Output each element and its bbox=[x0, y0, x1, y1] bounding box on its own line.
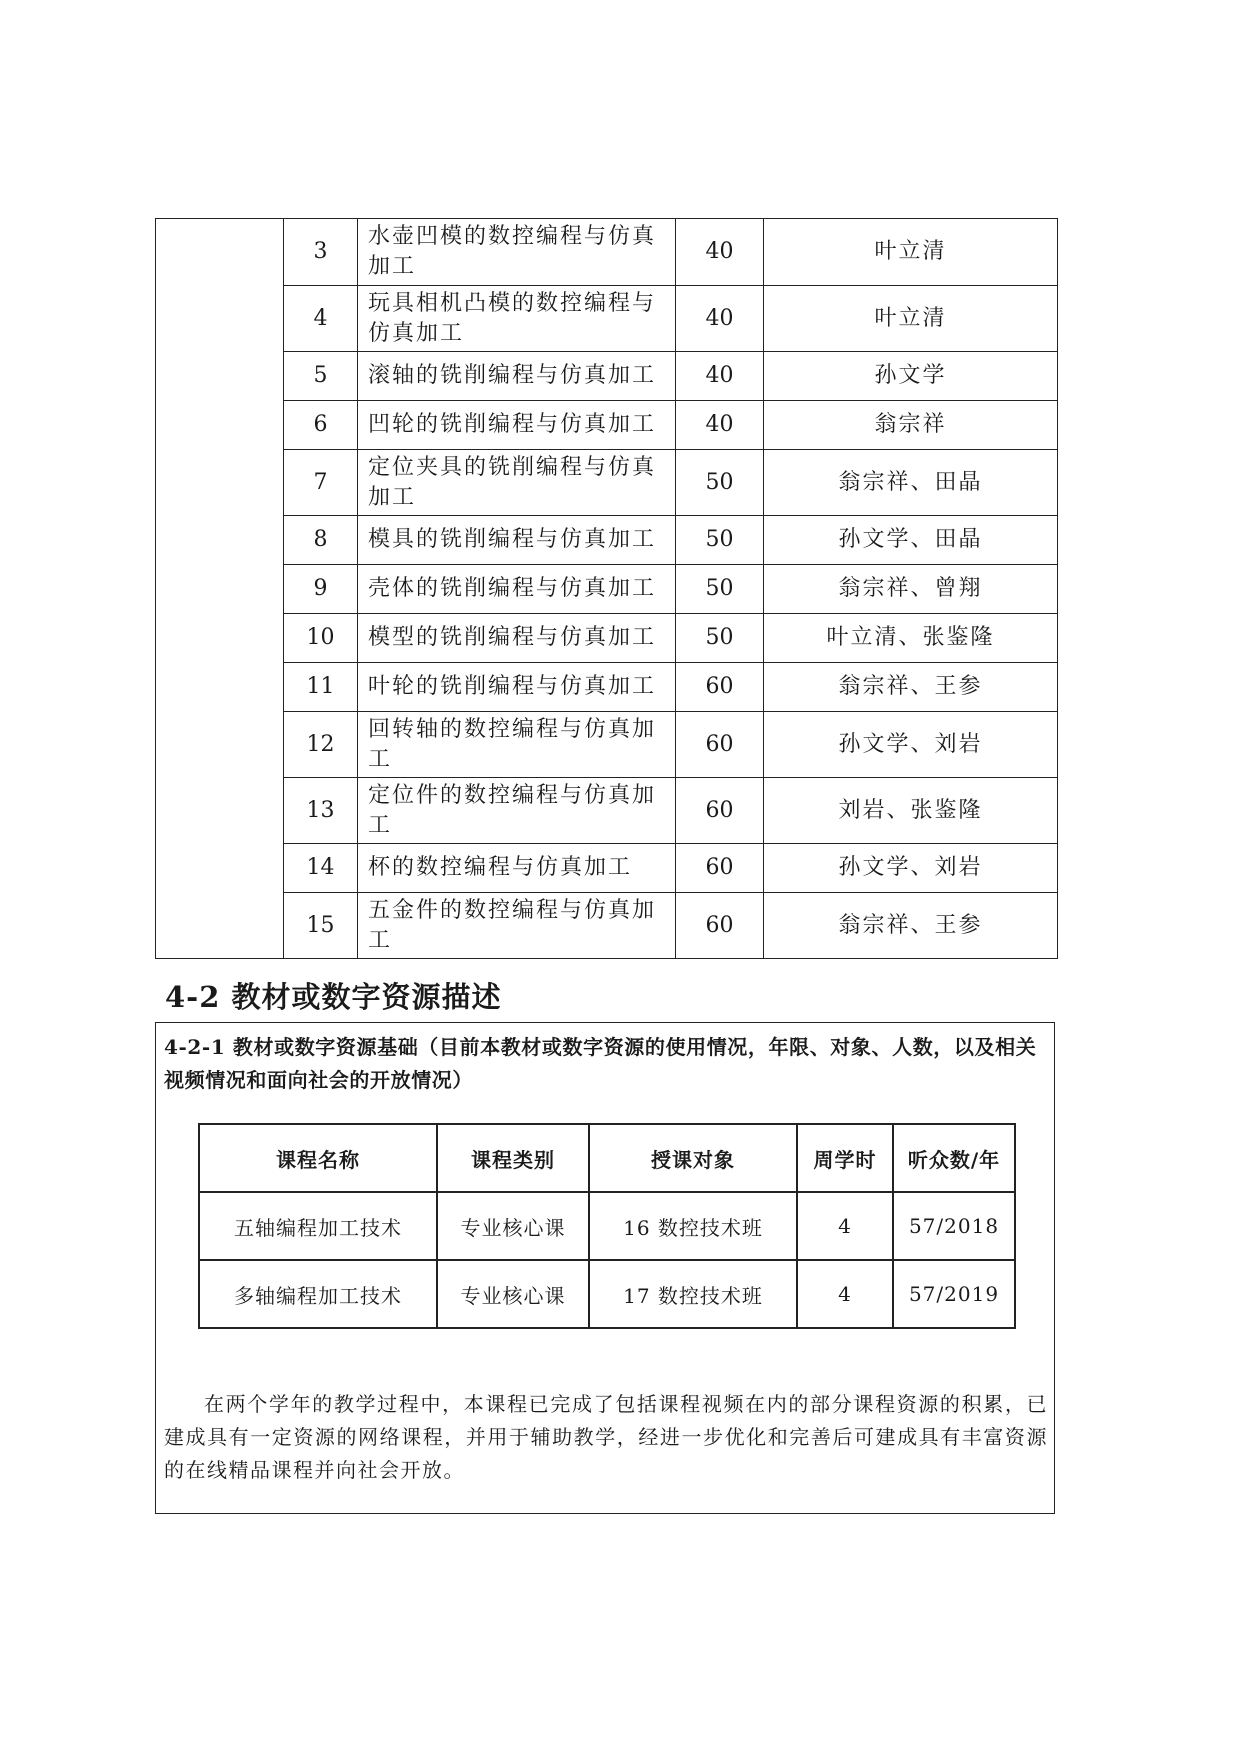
project-number: 8 bbox=[284, 516, 358, 565]
project-hours: 50 bbox=[676, 450, 764, 516]
project-teachers: 翁宗祥、曾翔 bbox=[764, 565, 1058, 614]
course-audience: 16 数控技术班 bbox=[589, 1192, 797, 1260]
course-listeners: 57/2019 bbox=[893, 1260, 1015, 1328]
header-audience: 授课对象 bbox=[589, 1124, 797, 1192]
project-name: 定位件的数控编程与仿真加工 bbox=[358, 778, 676, 844]
project-teachers: 孙文学、刘岩 bbox=[764, 712, 1058, 778]
project-name: 玩具相机凸模的数控编程与仿真加工 bbox=[358, 286, 676, 352]
course-weekly-hours: 4 bbox=[797, 1192, 893, 1260]
table-row bbox=[156, 516, 1058, 565]
project-name: 五金件的数控编程与仿真加工 bbox=[358, 893, 676, 959]
project-hours: 50 bbox=[676, 565, 764, 614]
table-row bbox=[156, 450, 1058, 516]
project-table bbox=[155, 218, 1058, 959]
table-row bbox=[156, 352, 1058, 401]
project-name: 定位夹具的铣削编程与仿真加工 bbox=[358, 450, 676, 516]
project-name: 壳体的铣削编程与仿真加工 bbox=[358, 565, 676, 614]
header-weekly-hours: 周学时 bbox=[797, 1124, 893, 1192]
table-row bbox=[199, 1192, 1015, 1260]
project-teachers: 孙文学、田晶 bbox=[764, 516, 1058, 565]
course-table bbox=[198, 1123, 1016, 1329]
box-heading: 4-2-1 教材或数字资源基础（目前本教材或数字资源的使用情况，年限、对象、人数，以及相关视频情况和面向社会的开放情况） bbox=[164, 1035, 1037, 1092]
course-name: 多轴编程加工技术 bbox=[199, 1260, 437, 1328]
project-teachers: 翁宗祥、王参 bbox=[764, 893, 1058, 959]
project-number: 11 bbox=[284, 663, 358, 712]
project-number: 6 bbox=[284, 401, 358, 450]
table-header-row bbox=[199, 1124, 1015, 1192]
table-row bbox=[156, 844, 1058, 893]
project-hours: 60 bbox=[676, 778, 764, 844]
section-title: 4-2 教材或数字资源描述 bbox=[165, 980, 502, 1014]
project-teachers: 叶立清、张鉴隆 bbox=[764, 614, 1058, 663]
project-number: 10 bbox=[284, 614, 358, 663]
table-row bbox=[156, 286, 1058, 352]
project-number: 4 bbox=[284, 286, 358, 352]
project-teachers: 叶立清 bbox=[764, 219, 1058, 286]
project-hours: 60 bbox=[676, 663, 764, 712]
project-number: 5 bbox=[284, 352, 358, 401]
table-row bbox=[156, 565, 1058, 614]
project-hours: 60 bbox=[676, 844, 764, 893]
project-teachers: 翁宗祥 bbox=[764, 401, 1058, 450]
course-name: 五轴编程加工技术 bbox=[199, 1192, 437, 1260]
table-row bbox=[156, 893, 1058, 959]
course-weekly-hours: 4 bbox=[797, 1260, 893, 1328]
project-teachers: 刘岩、张鉴隆 bbox=[764, 778, 1058, 844]
header-course-name: 课程名称 bbox=[199, 1124, 437, 1192]
table-row bbox=[156, 614, 1058, 663]
project-name: 水壶凹模的数控编程与仿真加工 bbox=[358, 219, 676, 286]
project-number: 12 bbox=[284, 712, 358, 778]
project-hours: 50 bbox=[676, 516, 764, 565]
project-hours: 60 bbox=[676, 893, 764, 959]
project-teachers: 翁宗祥、田晶 bbox=[764, 450, 1058, 516]
table-row bbox=[156, 401, 1058, 450]
project-number: 14 bbox=[284, 844, 358, 893]
project-hours: 40 bbox=[676, 286, 764, 352]
resource-box bbox=[155, 1022, 1055, 1514]
project-teachers: 孙文学、刘岩 bbox=[764, 844, 1058, 893]
project-number: 13 bbox=[284, 778, 358, 844]
table-row bbox=[156, 712, 1058, 778]
project-hours: 40 bbox=[676, 352, 764, 401]
project-name: 杯的数控编程与仿真加工 bbox=[358, 844, 676, 893]
course-type: 专业核心课 bbox=[437, 1260, 589, 1328]
project-name: 滚轴的铣削编程与仿真加工 bbox=[358, 352, 676, 401]
header-listeners-per-year: 听众数/年 bbox=[893, 1124, 1015, 1192]
project-teachers: 孙文学 bbox=[764, 352, 1058, 401]
course-type: 专业核心课 bbox=[437, 1192, 589, 1260]
merged-category-cell bbox=[156, 219, 284, 959]
project-number: 9 bbox=[284, 565, 358, 614]
table-row bbox=[156, 778, 1058, 844]
table-row bbox=[199, 1260, 1015, 1328]
description-paragraph: 在两个学年的教学过程中，本课程已完成了包括课程视频在内的部分课程资源的积累，已建成具有一定资源的网络课程，并用于辅助教学，经进一步优化和完善后可建成具有丰富资源的在线精品课程并向社会开放。 bbox=[164, 1392, 1048, 1482]
project-name: 凹轮的铣削编程与仿真加工 bbox=[358, 401, 676, 450]
course-listeners: 57/2018 bbox=[893, 1192, 1015, 1260]
project-hours: 40 bbox=[676, 219, 764, 286]
project-name: 叶轮的铣削编程与仿真加工 bbox=[358, 663, 676, 712]
project-name: 模具的铣削编程与仿真加工 bbox=[358, 516, 676, 565]
course-audience: 17 数控技术班 bbox=[589, 1260, 797, 1328]
project-name: 回转轴的数控编程与仿真加工 bbox=[358, 712, 676, 778]
header-course-type: 课程类别 bbox=[437, 1124, 589, 1192]
project-hours: 50 bbox=[676, 614, 764, 663]
project-number: 3 bbox=[284, 219, 358, 286]
project-hours: 60 bbox=[676, 712, 764, 778]
project-teachers: 叶立清 bbox=[764, 286, 1058, 352]
project-number: 15 bbox=[284, 893, 358, 959]
project-name: 模型的铣削编程与仿真加工 bbox=[358, 614, 676, 663]
table-row bbox=[156, 663, 1058, 712]
project-number: 7 bbox=[284, 450, 358, 516]
project-hours: 40 bbox=[676, 401, 764, 450]
project-teachers: 翁宗祥、王参 bbox=[764, 663, 1058, 712]
table-row bbox=[156, 219, 1058, 286]
